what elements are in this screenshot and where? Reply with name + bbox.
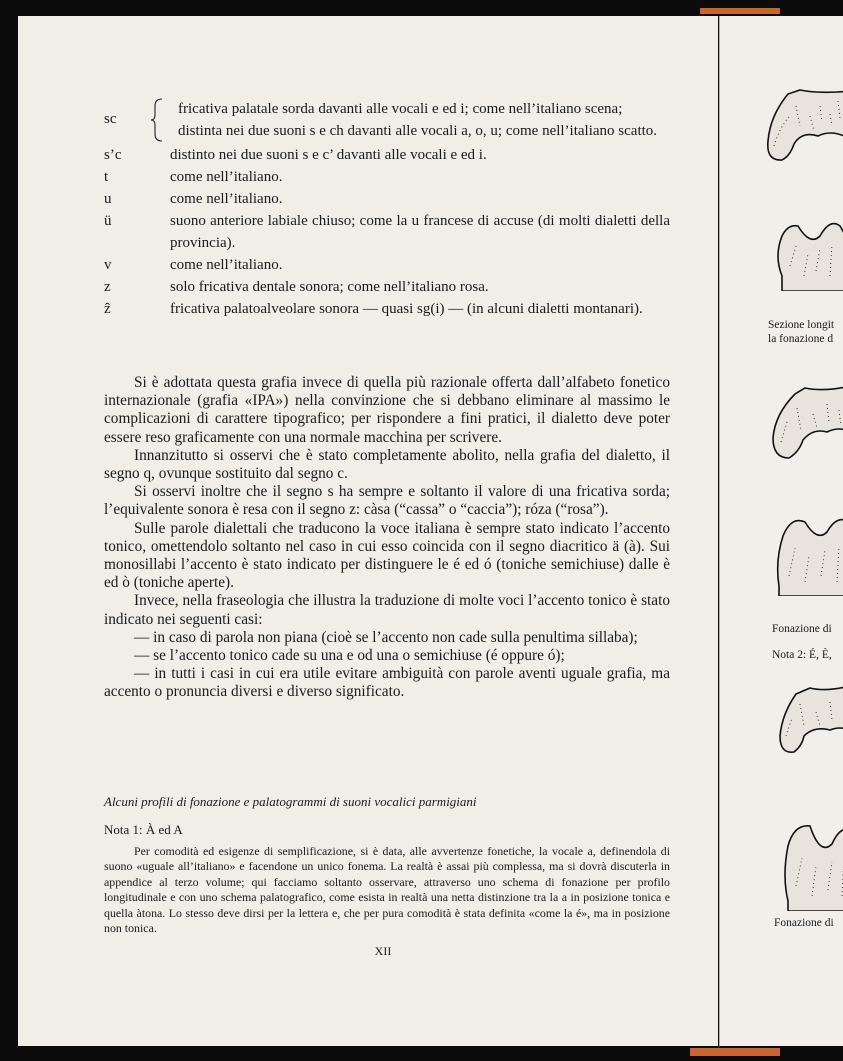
letter-label: ẑ	[104, 301, 111, 317]
body-text	[104, 374, 670, 702]
figure-caption: Fonazione di	[772, 623, 832, 635]
figure-caption: Sezione longit	[768, 319, 835, 331]
letter-description: come nell’italiano.	[170, 257, 283, 273]
page-edge-strip	[690, 1048, 780, 1056]
right-page	[719, 16, 843, 1046]
letter-label: sc	[104, 111, 117, 127]
paragraph: Sulle parole dialettali che traducono la voce italiana è sempre stato indicato l’accento tonico, omettendolo soltanto nel caso in cui esso coincida con il segno diacritico ä (à). Sui monosillabi l’accento è stato indicato per distinguere le é ed ó (toniche semichiuse) dalle è ed ò (toniche aperte).	[104, 519, 670, 592]
paragraph: Innanzitutto si osservi che è stato completamente abolito, nella grafia del dialetto, il segno q, ovunque sostituito dal segno c.	[104, 446, 670, 483]
section-title: Alcuni profili di fonazione e palatogrammi di suoni vocalici parmigiani	[104, 794, 477, 809]
page-edge-strip	[700, 8, 780, 14]
page-number: XII	[374, 944, 392, 958]
letter-description: come nell’italiano.	[170, 169, 283, 185]
left-page	[18, 16, 718, 1046]
list-item: — in caso di parola non piana (cioè se l’accento non cade sulla penultima sillaba);	[134, 628, 638, 646]
letter-description: solo fricativa dentale sonora; come nell’italiano rosa.	[170, 279, 489, 295]
letter-description: distinto nei due suoni s e c’ davanti alle vocali e ed i.	[170, 147, 487, 163]
paragraph: Si osservi inoltre che il segno s ha sempre e soltanto il valore di una fricativa sorda; l’equivalente sonora è resa con il segno z: càsa (“cassa” o “caccia”); róza (“rosa”).	[104, 483, 670, 519]
note-paragraph: Per comodità ed esigenze di semplificazione, si è data, alle avvertenze fonetiche, la vocale a, definendola di suono «uguale all’italiano» e facendone un unico fonema. La realtà è assai più complessa, ma si dovrà discuterla in appendice al terzo volume; qui facciamo soltanto osservare, attraverso uno schema di fonazione per profilo longitudinale e con uno schema palatografico, come esista in realtà una netta distinzione tra la a in posizione tonica e quella àtona. Lo stesso deve dirsi per la lettera e, che per pura comodità è stata definita «come la é», ma in posizione non tonica.	[104, 844, 670, 936]
letter-description-b: distinta nei due suoni s e ch davanti alle vocali a, o, u; come nell’italiano scatto.	[178, 123, 658, 139]
letter-label: t	[104, 169, 109, 185]
paragraph: Si è adottata questa grafia invece di quella più razionale offerta dall’alfabeto fonetico internazionale (grafia «IPA») nella convinzione che si debbano eliminare al massimo le complicazioni di carattere tipografico; per rispondere a fini pratici, il dialetto deve poter essere reso graficamente con una normale macchina per scrivere.	[104, 374, 670, 446]
letter-description: fricativa palatoalveolare sonora — quasi sg(i) — (in alcuni dialetti montanari).	[170, 301, 643, 317]
letter-label: u	[104, 191, 112, 207]
figure-caption: la fonazione d	[768, 333, 834, 345]
list-item: — se l’accento tonico cade su una e od una o semichiuse (é oppure ó);	[134, 647, 565, 665]
list-item: — in tutti i casi in cui era utile evitare ambiguità con parole aventi uguale grafia, ma accento o pronuncia diversi e diverso significato.	[104, 665, 670, 701]
letter-description: suono anteriore labiale chiuso; come la u francese di accuse (di molti dialetti della provincia).	[170, 213, 670, 251]
brace-icon	[150, 98, 164, 142]
note-text	[104, 844, 670, 936]
letter-label: v	[104, 257, 112, 273]
phonation-profile-figure-2	[765, 386, 843, 596]
letter-label: z	[104, 279, 111, 295]
phonation-profile-figure-1	[760, 86, 843, 291]
letter-label: ü	[104, 213, 112, 229]
paragraph: Invece, nella fraseologia che illustra la traduzione di molte voci l’accento tonico è stato indicato nei seguenti casi:	[104, 592, 670, 628]
phonation-profile-figure-3	[770, 686, 843, 911]
figure-caption: Fonazione di	[774, 917, 834, 929]
letter-label: s’c	[104, 147, 122, 163]
letter-description: come nell’italiano.	[170, 191, 283, 207]
letter-entry-u-umlaut	[104, 210, 670, 254]
letter-description-a: fricativa palatale sorda davanti alle vocali e ed i; come nell’italiano scena;	[178, 101, 623, 117]
note-title: Nota 1: À ed A	[104, 822, 183, 837]
note-title: Nota 2: É, È,	[772, 649, 832, 661]
